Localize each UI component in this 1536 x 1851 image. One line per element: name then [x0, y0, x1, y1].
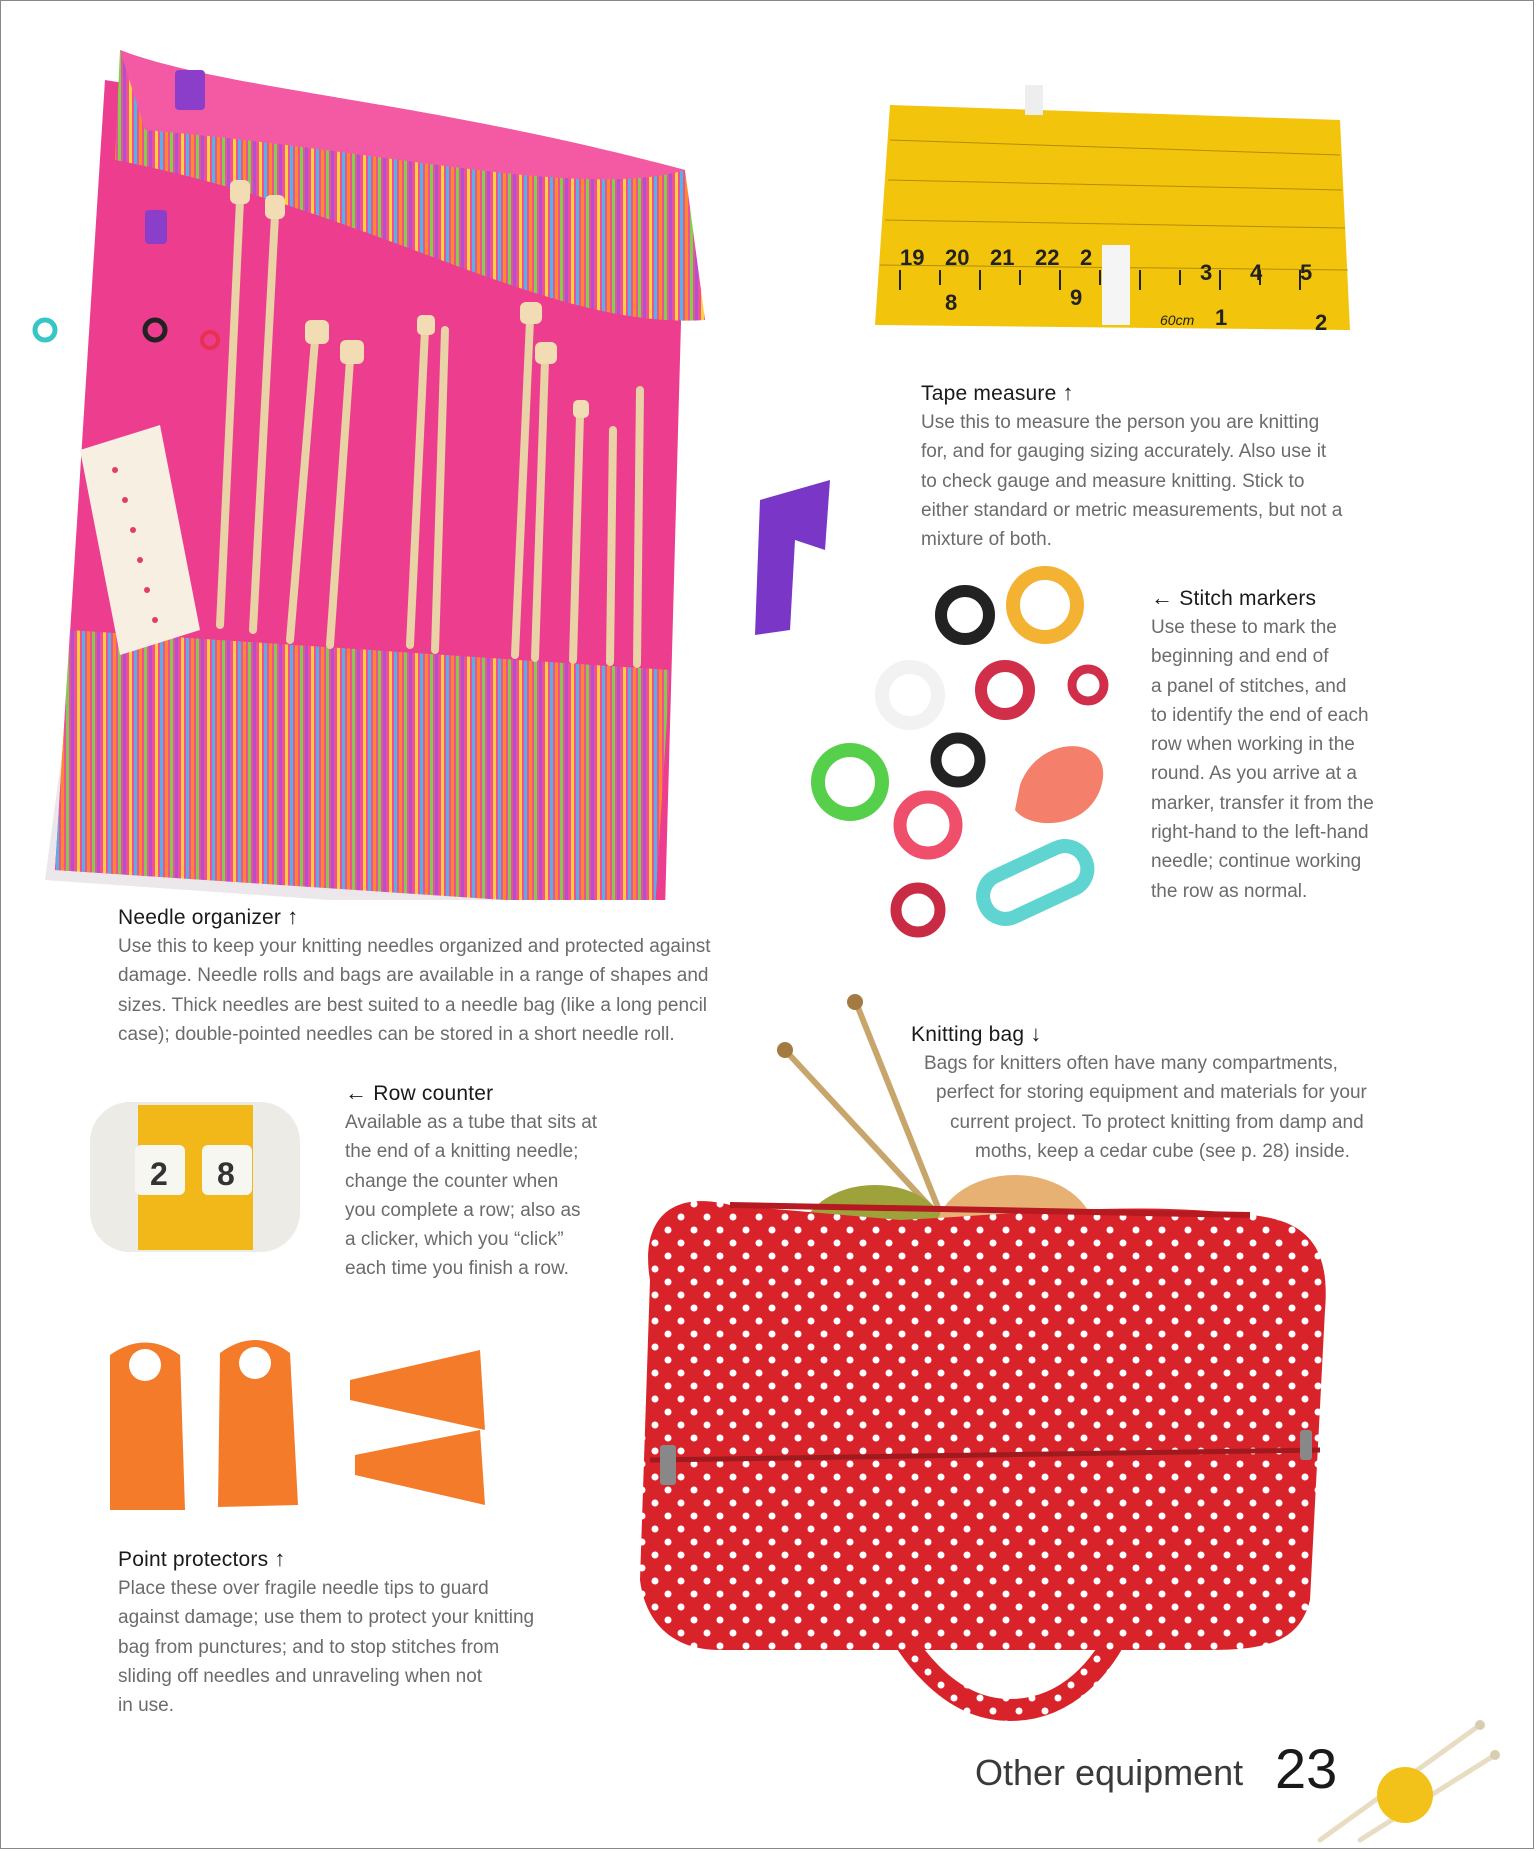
- text-line: Available as a tube that sits at: [345, 1112, 598, 1133]
- row-counter-section: [345, 1080, 635, 1284]
- needle-organizer-section: [118, 904, 768, 1049]
- text-line: mixture of both.: [921, 529, 1052, 551]
- tape-number: 20: [945, 245, 970, 270]
- arrow-left-icon: ←: [1151, 585, 1174, 610]
- tape-number: 2: [1315, 310, 1328, 335]
- row-counter-title: Row counter: [373, 1082, 494, 1105]
- knitting-bag-section: [911, 1021, 1411, 1166]
- text-line: in use.: [118, 1695, 174, 1717]
- needle-organizer-heading: [118, 904, 768, 930]
- text-line: Use these to mark the: [1151, 617, 1337, 638]
- yarn-ball-icon: [1310, 1715, 1500, 1850]
- tape-measure-heading: [921, 380, 1391, 406]
- text-line: to identify the end of each: [1151, 704, 1369, 726]
- stitch-markers-section: [1151, 585, 1411, 906]
- text-line: right-hand to the left-hand: [1151, 822, 1369, 844]
- tape-measure-title: Tape measure: [921, 382, 1057, 405]
- text-line: perfect for storing equipment and materials for your: [936, 1082, 1367, 1104]
- arrow-up-icon: ↑: [274, 1546, 286, 1571]
- text-line: row when working in the: [1151, 734, 1355, 756]
- text-line: Use this to measure the person you are knitting: [921, 412, 1320, 433]
- text-line: each time you finish a row.: [345, 1258, 569, 1280]
- tape-number: 19: [900, 245, 925, 270]
- point-protectors-illustration: [100, 1335, 500, 1565]
- row-counter-heading: [345, 1080, 635, 1106]
- knitting-bag-text: [911, 1049, 1411, 1166]
- text-line: marker, transfer it from the: [1151, 792, 1374, 814]
- stitch-markers-title: Stitch markers: [1179, 587, 1317, 610]
- text-line: change the counter when: [345, 1170, 559, 1192]
- chapter-title: Other equipment: [975, 1752, 1244, 1793]
- tape-number: 2: [1080, 245, 1093, 270]
- tape-number: 21: [990, 245, 1015, 270]
- text-line: to check gauge and measure knitting. Stick to: [921, 470, 1305, 492]
- text-line: a panel of stitches, and: [1151, 675, 1347, 697]
- arrow-up-icon: ↑: [1062, 380, 1074, 405]
- tape-number: 3: [1200, 260, 1213, 285]
- tape-number: 5: [1300, 260, 1313, 285]
- knitting-bag-title: Knitting bag: [911, 1023, 1025, 1046]
- row-counter-digit: 8: [217, 1156, 235, 1192]
- text-line: sizes. Thick needles are best suited to a needle bag (like a long pencil: [118, 994, 708, 1016]
- knitting-bag-heading: [911, 1021, 1411, 1047]
- point-protectors-section: [118, 1546, 588, 1720]
- text-line: current project. To protect knitting from damp and: [950, 1111, 1364, 1133]
- arrow-down-icon: ↓: [1030, 1021, 1042, 1046]
- stitch-markers-illustration: [800, 560, 1130, 950]
- needle-organizer-text: [118, 932, 768, 1049]
- tape-cm-label: 60cm: [1160, 312, 1195, 328]
- row-counter-illustration: [90, 1090, 310, 1270]
- arrow-up-icon: ↑: [287, 904, 299, 929]
- text-line: round. As you arrive at a: [1151, 763, 1357, 785]
- text-line: for, and for gauging sizing accurately. Also use it: [921, 441, 1327, 463]
- needle-organizer-illustration: [25, 30, 855, 900]
- tape-number: 8: [945, 290, 958, 315]
- text-line: needle; continue working: [1151, 851, 1362, 873]
- text-line: you complete a row; also as: [345, 1199, 581, 1221]
- tape-number: 9: [1070, 285, 1083, 310]
- text-line: the end of a knitting needle;: [345, 1141, 579, 1163]
- row-counter-digit: 2: [150, 1156, 168, 1192]
- row-counter-text: [345, 1108, 635, 1284]
- point-protectors-heading: [118, 1546, 588, 1572]
- tape-number: 1: [1215, 305, 1228, 330]
- text-line: beginning and end of: [1151, 646, 1329, 668]
- text-line: damage. Needle rolls and bags are available in a range of shapes and: [118, 965, 709, 987]
- tape-measure-illustration: [870, 80, 1360, 345]
- stitch-markers-heading: [1151, 585, 1411, 611]
- tape-number: 22: [1035, 245, 1060, 270]
- text-line: the row as normal.: [1151, 880, 1308, 902]
- point-protectors-title: Point protectors: [118, 1548, 269, 1571]
- tape-number: 4: [1250, 260, 1263, 285]
- needle-organizer-title: Needle organizer: [118, 906, 282, 929]
- text-line: Place these over fragile needle tips to guard: [118, 1578, 489, 1599]
- stitch-markers-text: [1151, 613, 1411, 906]
- page-number: 23: [1275, 1737, 1338, 1800]
- text-line: Use this to keep your knitting needles organized and protected against: [118, 936, 711, 957]
- text-line: against damage; use them to protect your knitting: [118, 1607, 535, 1629]
- text-line: either standard or metric measurements, but not a: [921, 499, 1343, 521]
- text-line: moths, keep a cedar cube (see p. 28) inside.: [975, 1140, 1350, 1162]
- tape-measure-text: [921, 408, 1391, 554]
- text-line: case); double-pointed needles can be stored in a short needle roll.: [118, 1023, 675, 1045]
- tape-measure-section: [921, 380, 1391, 554]
- text-line: bag from punctures; and to stop stitches from: [118, 1636, 500, 1658]
- text-line: sliding off needles and unraveling when not: [118, 1665, 483, 1687]
- text-line: Bags for knitters often have many compartments,: [924, 1053, 1338, 1074]
- arrow-left-icon: ←: [345, 1080, 368, 1105]
- point-protectors-text: [118, 1574, 588, 1720]
- text-line: a clicker, which you “click”: [345, 1229, 564, 1251]
